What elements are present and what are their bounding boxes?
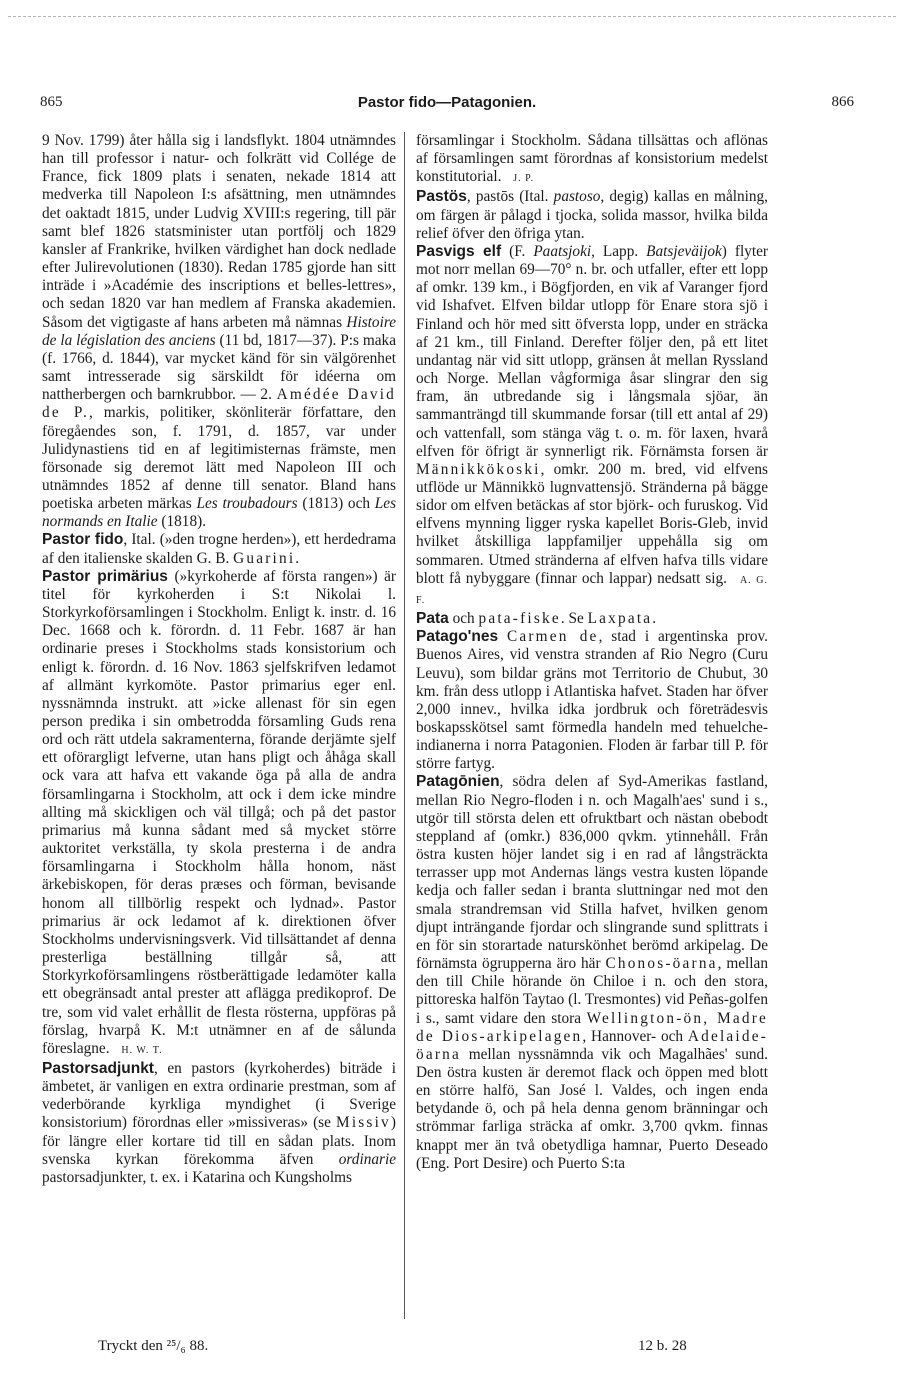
author-signature: J. P.: [513, 173, 535, 185]
left-column: [42, 132, 396, 1187]
print-date: Tryckt den ²⁵/₆ 88.: [98, 1338, 209, 1354]
headword: Pata: [416, 610, 449, 628]
headword: Pastor primärius: [42, 567, 168, 585]
headword: Patagōnien: [416, 773, 500, 791]
author-signature: H. W. T.: [121, 1044, 163, 1056]
entry-patagonien: Patagōnien, södra delen af Syd-Amerikas fastland, mellan Rio Negro-floden i n. och Magalh'aes' sund i s., utgör till största delen ett ofruktbart och nästan obebodt steppland af (omkr.) 836,000 qvkm. ytinnehåll. Från östra kusten höjer landet sig i en rad af långsträckta terrasser upp mot Andernas längs vestra kusten löpande kedja och faller sedan i branta sluttningar ned mot den smala strandremsan vid Stilla hafvet, hvilken genom djupt inträngande fjordar och slingrande sund splittrats i en för sin storartade naturskönhet berömd arkipelag. De förnämsta ögrupperna äro här Chonos-öarna, mellan den till Chile hörande ön Chiloe i n. och den stora, pittoreska halfön Taytao (l. Tresmontes) vid Peñas-golfen i s., samt vidare den stora Wellington-ön, Madre de Dios-arkipelagen, Hannover- och Adelaide-öarna mellan nyssnämnda vik och Magalhães' sund. Den östra kusten är deremot flack och öppen med blott en större halfö, San José l. Valdes, och ingen enda betydande ö, och på hela denna genom bränningar och strömmar farliga sträcka af omkr. 3,700 qvkm. finnas knappt mer än två obetydliga hamnar, Puerto Deseado (Eng. Port Desire) och Puerto S:ta: [416, 773, 768, 1172]
entry-pastor-primarius: Pastor primärius (»kyrkoherde af första rangen») är titel för kyrkoherden i S:t Nikolai l. Storkyrkoförsamlingen i Stockholm. Enligt k. instr. d. 16 Dec. 1668 och k. förordn. d. 11 Febr. 1687 är han ordinarie preses i Stockholms stads konsistorium och enligt k. förordn. d. 16 Nov. 1863 sjelfskrifven ledamot af allmänt kyrkomöte. Pastor primarius eger enl. nyssnämnda instrukt. att »icke allenast för sin egen person predika i sin ombetrodda församling Guds rena ord och rätt utdela sakramenterna, förande derjämte sjelf ett oförargligt lefverne, utan hans pligt och åhåga skall ock vara att hafva ett vakande öga på alla de andra församlingarna i Stockholm, att ock i dem icke mindre allting må skickligen och väl tillgå; och på det pastor primarius må kunna sådant med så mycket större auktoritet verkställa, ty skola presterna i de andra församlingarna i Stockholm hålla honom, näst ärkebiskopen, för deras præses och förman, bevisande honom all tillbörlig respekt och lydnad». Pastor primarius är ock ledamot af k. direktionen öfver Stockholms undervisningsverk. Vid tillsättandet af denna presterliga beställning tillgår så, att Storkyrkoförsamlingens röstberättigade ledamöter kalla ett obegränsadt antal prester att aflägga predikoprof. De tre, som vid valet erhållit de flesta rösterna, uppföras på förslag, hvarpå K. M:t utnämner en af de sålunda föreslagne. H. W. T.: [42, 567, 396, 1057]
author-signature: A. G. F.: [416, 574, 768, 606]
entry-pata: Pata och pata-fiske. Se Laxpata.: [416, 610, 657, 628]
signature-mark: 12 b. 28: [638, 1338, 687, 1354]
entry-pasvigs-elf: Pasvigs elf (F. Paatsjoki, Lapp. Batsjeväijok) flyter mot norr mellan 69—70° n. br. och utfaller, efter ett lopp af omkr. 139 km., i Bögfjorden, en vik af Varanger fjord vid Ishafvet. Elfven bildar utlopp för Enare stora sjö i Finland och hör med sitt öfversta lopp, under en sträcka af 21 km., till Finland. Derefter följer den, på ett litet undantag när vid sitt utlopp, gränsen åt mellan Ryssland och Norge. Mellan vågformiga åsar slingrar den sig fram, än utbredande sig i långsmala sjöar, än sammanträngd till skummande forsar (till ett antal af 29) och vattenfall, som stänga väg t. o. m. för laxen, hvarå elfven för öfrigt är synnerligt rik. Förnämsta forsen är Männikkökoski, omkr. 200 m. bred, vid elfvens utflöde ur Männikkö lugnvattensjö. Stränderna på bägge sidor om elfven betäckas af stor björk- och furuskog. Vid elfvens mynning ligger ryska kapellet Boris-Gleb, invid hvilket åtskilliga lappfamiljer uppehålla sig om sommaren. Utmed stränderna af elfven hafva tills vidare blott få nybyggare (finnar och lappar) nedsatt sig. A. G. F.: [416, 242, 768, 606]
entry-continuation-right: församlingar i Stockholm. Sådana tillsättas och aflönas af församlingen samt förordnas af konsistorium medelst konstitutorial. J. P.: [416, 132, 768, 186]
entry-pastorsadjunkt: Pastorsadjunkt, en pastors (kyrkoherdes) biträde i ämbetet, är vanligen en extra ordinarie prestman, som af vederbörande kyrkliga myndighet (i Sverige konsistorium) förordnas eller »missiveras» (se Missiv) för längre eller kortare tid till en sådan plats. Inom svenska kyrkan förekomma äfven ordinarie pastorsadjunkter, t. ex. i Katarina och Kungsholms: [42, 1059, 396, 1186]
headword: Pasvigs elf: [416, 242, 502, 260]
page-number-left: 865: [40, 94, 63, 110]
running-title: Pastor fido—Patagonien.: [357, 94, 537, 111]
headword: Pastös: [416, 188, 467, 206]
right-column: [416, 132, 768, 1173]
top-dashed-rule: [8, 16, 896, 17]
entry-continuation: 9 Nov. 1799) åter hålla sig i landsflykt. 1804 utnämndes han till professor i natur- och folkrätt vid Collége de France, fick 1809 plats i senaten, nekade 1814 att medverka till Napoleon I:s afsättning, men utnämndes det oaktadt 1815, under Ludvig XVIII:s regering, till pär samt blef 1826 statsminister utan portfölj och 1829 kansler af Frankrike, hvilken värdighet han dock nedlade efter Julirevolutionen (1830). Redan 1785 gjorde han sitt inträde i »Académie des inscriptions et belles-lettres», och sedan 1820 var han medlem af Franska akademien. Såsom det vigtigaste af hans arbeten må nämnas Histoire de la législation des anciens (11 bd, 1817—37). P:s maka (f. 1766, d. 1844), var mycket känd för sin välgörenhet samt intresserade sig särskildt för idéerna om nattherbergen och barnkrubbor. — 2. Amédée David de P., markis, politiker, skönliterär författare, den föregåendes son, f. 1791, d. 1857, var under Julidynastiens tid en af legitimisternas främste, men försonade sig deremot lätt med Napoleon III och utnämndes 1852 af denne till senator. Bland hans poetiska arbeten märkas Les troubadours (1813) och Les normands en Italie (1818).: [42, 132, 397, 531]
entry-pastor-fido: Pastor fido, Ital. (»den trogne herden»), ett herdedrama af den italienske skalden G. B. Guarini.: [42, 531, 396, 567]
entry-patagones: Patago'nes Carmen de, stad i argentinska prov. Buenos Aires, vid venstra stranden af Rio Negro (Curu Leuvu), som bildar gräns mot Territorio de Chubut, 30 km. från dess utlopp i Atlantiska hafvet. Staden har öfver 2,000 innev., hvilka idka jordbruk och företrädesvis boskapsskötsel samt förmedla handeln med tehuelche-indianerna i norra Patagonien. Floden är farbar till P. för större fartyg.: [416, 628, 768, 773]
headword: Pastorsadjunkt: [42, 1059, 154, 1077]
page-number-right: 866: [831, 94, 854, 110]
headword: Patago'nes: [416, 628, 499, 646]
entry-pastos: Pastös, pastōs (Ital. pastoso, degig) kallas en målning, om färgen är pålagd i tjocka, solida massor, hvilka bilda relief öfver den öfriga ytan.: [416, 188, 768, 242]
column-divider: [404, 132, 405, 1319]
page-header: [40, 94, 854, 116]
headword: Pastor fido: [42, 531, 124, 549]
